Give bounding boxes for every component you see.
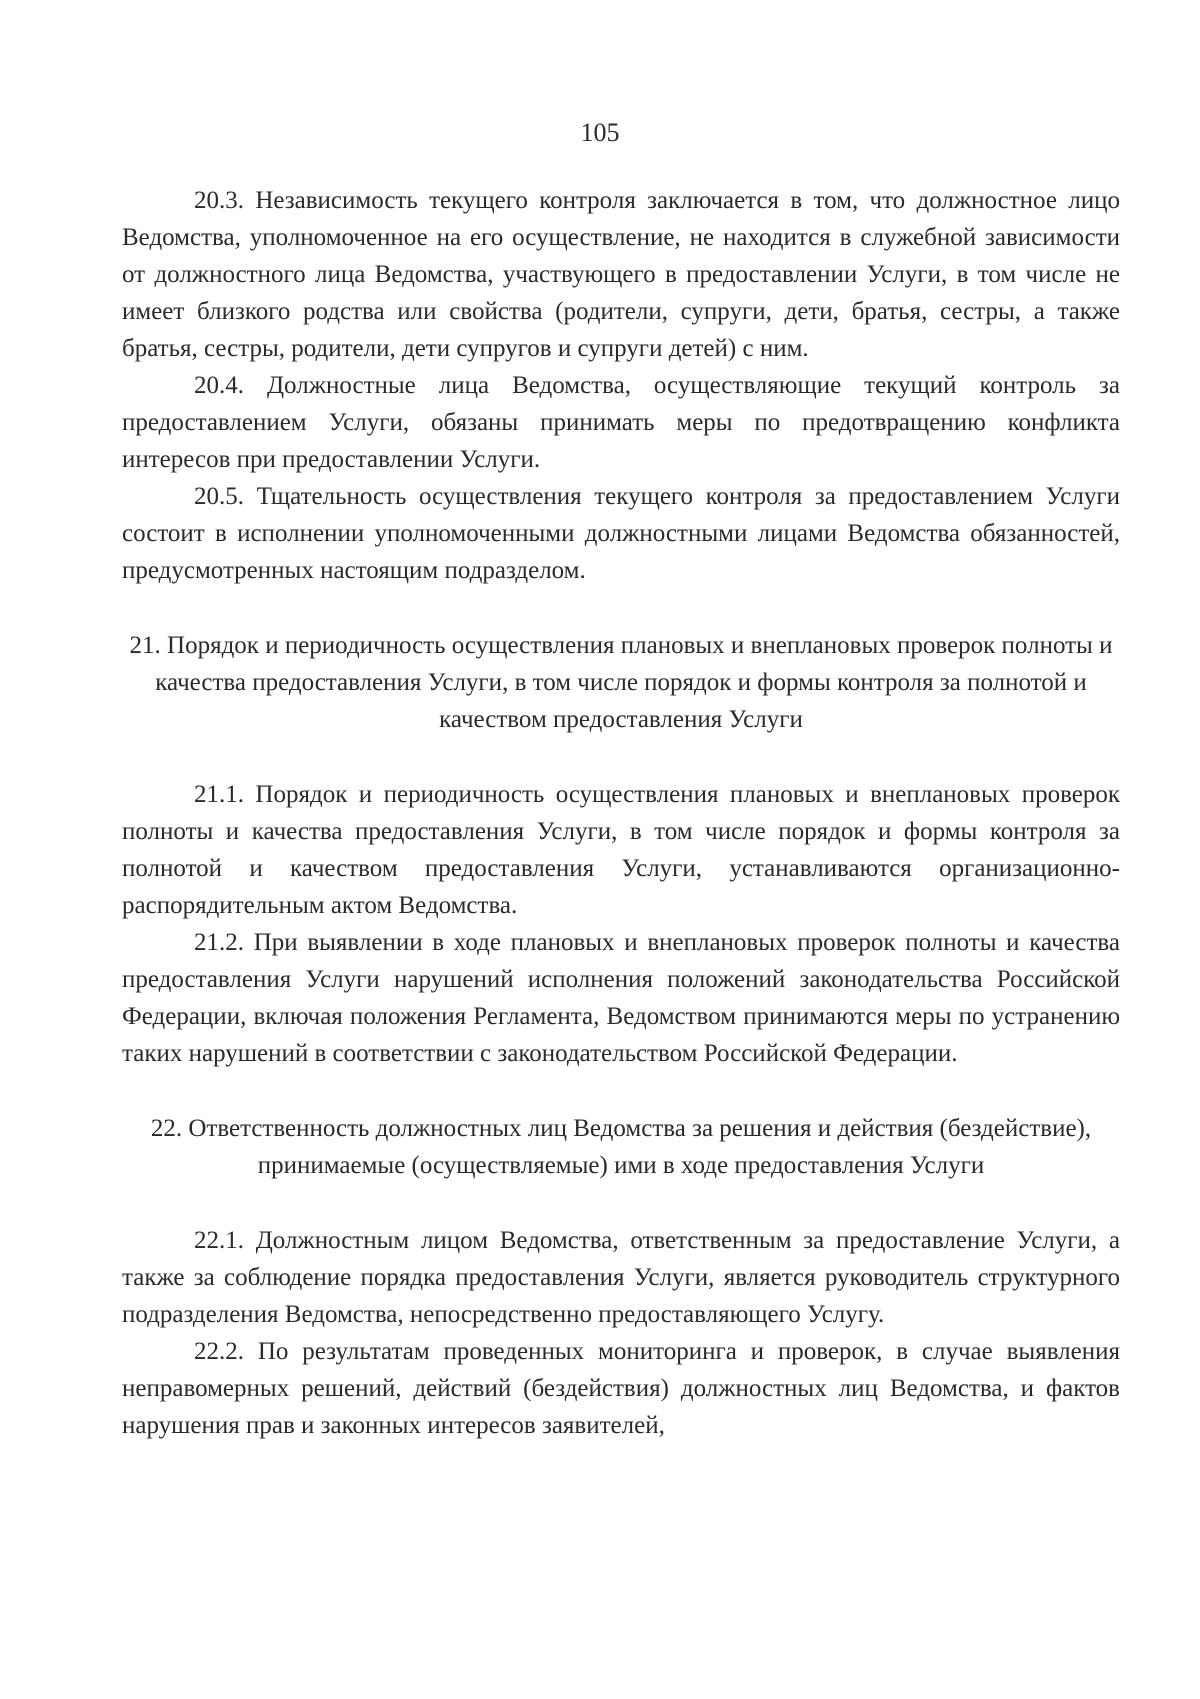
paragraph-20-5: 20.5. Тщательность осуществления текущего контроля за предоставлением Услуги состоит в исполнении уполномоченными должностными лицами Ведомства обязанностей, предусмотренных настоящим подразделом. — [122, 483, 1120, 584]
paragraph-22-2: 22.2. По результатам проведенных мониторинга и проверок, в случае выявления неправомерных решений, действий (бездействия) должностных лиц Ведомства, и фактов нарушения прав и законных интересов заявителей, — [122, 1338, 1120, 1439]
paragraph-20-3: 20.3. Независимость текущего контроля заключается в том, что должностное лицо Ведомства, уполномоченное на его осуществление, не находится в служебной зависимости от должностного лица Ведомства, участвующего в предоставлении Услуги, в том числе не имеет близкого родства или свойства (родители, супруги, дети, братья, сестры, а также братья, сестры, родители, дети супругов и супруги детей) с ним. — [122, 187, 1120, 362]
section-heading-22: 22. Ответственность должностных лиц Ведомства за решения и действия (бездействие), принимаемые (осуществляемые) ими в ходе предоставления Услуги — [150, 1115, 1092, 1179]
page-number: 105 — [580, 118, 620, 147]
paragraph-20-4: 20.4. Должностные лица Ведомства, осуществляющие текущий контроль за предоставлением Услуги, обязаны принимать меры по предотвращению конфликта интересов при предоставлении Услуги. — [122, 372, 1120, 473]
paragraph-22-1: 22.1. Должностным лицом Ведомства, ответственным за предоставление Услуги, а также за соблюдение порядка предоставления Услуги, является руководитель структурного подразделения Ведомства, непосредственно предоставляющего Услугу. — [122, 1227, 1120, 1328]
document-body — [122, 182, 1120, 1444]
paragraph-21-1: 21.1. Порядок и периодичность осуществления плановых и внеплановых проверок полноты и качества предоставления Услуги, в том числе порядок и формы контроля за полнотой и качеством предоставления Услуги, устанавливаются организационно-распорядительным актом Ведомства. — [122, 781, 1120, 919]
paragraph-21-2: 21.2. При выявлении в ходе плановых и внеплановых проверок полноты и качества предоставления Услуги нарушений исполнения положений законодательства Российской Федерации, включая положения Регламента, Ведомством принимаются меры по устранению таких нарушений в соответствии с законодательством Российской Федерации. — [122, 929, 1120, 1067]
section-heading-21: 21. Порядок и периодичность осуществления плановых и внеплановых проверок полноты и качества предоставления Услуги, в том числе порядок и формы контроля за полнотой и качеством предоставления Услуги — [129, 632, 1113, 733]
